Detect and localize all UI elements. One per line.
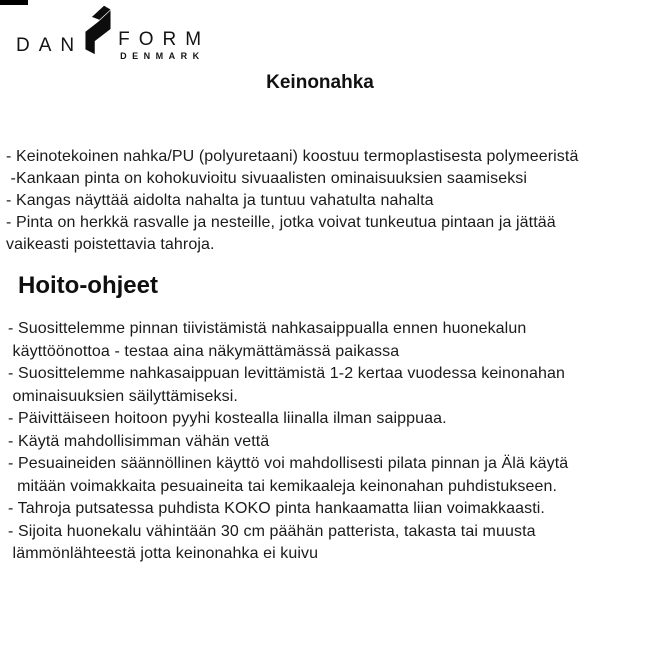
- logo-text-denmark: DENMARK: [120, 51, 205, 61]
- care-line: - Suosittelemme nahkasaippuan levittämistä 1-2 kertaa vuodessa keinonahan: [8, 365, 565, 382]
- care-line: mitään voimakkaita pesuaineita tai kemikaaleja keinonahan puhdistukseen.: [8, 477, 558, 495]
- care-line: - Sijoita huonekalu vähintään 30 cm päähän patterista, takasta tai muusta: [8, 522, 536, 540]
- care-line: - Suosittelemme pinnan tiivistämistä nahkasaippualla ennen huonekalun: [8, 320, 527, 337]
- intro-line: - Keinotekoinen nahka/PU (polyuretaani) koostuu termoplastisesta polymeeristä: [6, 148, 579, 165]
- danform-logo: [16, 6, 210, 62]
- intro-paragraph: [6, 146, 666, 256]
- intro-line: - Kangas näyttää aidolta nahalta ja tuntuu vahatulta nahalta: [6, 192, 434, 209]
- page-title: Keinonahka: [266, 72, 374, 93]
- care-line: lämmönlähteestä jotta keinonahka ei kuivu: [8, 545, 319, 562]
- care-line: - Päivittäiseen hoitoon pyyhi kostealla liinalla ilman saippuaa.: [8, 410, 447, 427]
- care-line: ominaisuuksien säilyttämiseksi.: [8, 387, 238, 405]
- intro-line: vaikeasti poistettavia tahroja.: [6, 236, 215, 253]
- care-line: - Käytä mahdollisimman vähän vettä: [8, 432, 270, 450]
- chair-icon: [83, 3, 113, 60]
- logo-text-form: FORM: [118, 29, 211, 50]
- intro-line: - Pinta on herkkä rasvalle ja nesteille, jotka voivat tunkeutua pintaan ja jättää: [6, 214, 556, 231]
- care-line: käyttöönottoa - testaa aina näkymättämässä paikassa: [8, 342, 400, 360]
- care-line: - Pesuaineiden säännöllinen käyttö voi mahdollisesti pilata pinnan ja Älä käytä: [8, 455, 569, 472]
- logo-text-dan: DAN: [16, 35, 84, 56]
- care-line: - Tahroja putsatessa puhdista KOKO pinta hankaamatta liian voimakkaasti.: [8, 500, 545, 517]
- top-left-black-bar: [0, 0, 28, 5]
- logo-right-block: [118, 30, 210, 61]
- intro-line: -Kankaan pinta on kohokuvioitu sivuaalisten ominaisuuksien saamiseksi: [6, 170, 528, 187]
- care-instructions: [8, 318, 668, 566]
- care-heading: Hoito-ohjeet: [18, 272, 158, 299]
